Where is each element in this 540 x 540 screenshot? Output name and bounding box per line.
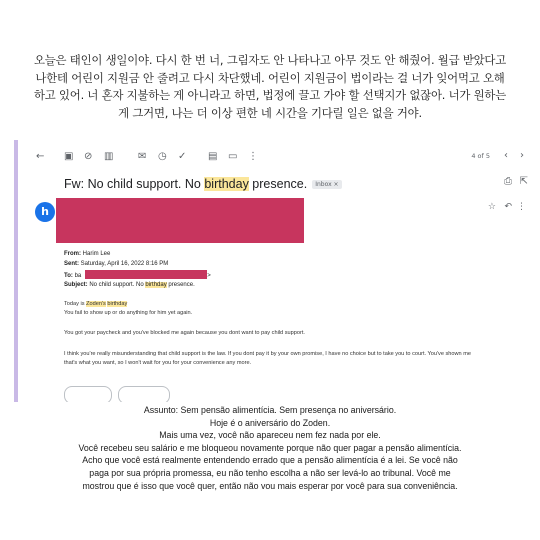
mail-icon[interactable]: ✉ bbox=[138, 151, 147, 162]
pager-count: 4 of 5 bbox=[471, 152, 490, 160]
reply-button[interactable] bbox=[64, 386, 112, 402]
pt-line-5: Acho que você está realmente entendendo errado que a pensão alimentícia é a lei. Se você não bbox=[82, 455, 458, 466]
sent-line: Sent: Saturday, April 16, 2022 8:16 PM bbox=[64, 261, 169, 267]
task-check-icon[interactable]: ✓ bbox=[178, 151, 187, 162]
more-vert-icon[interactable]: ⋮ bbox=[248, 151, 258, 162]
pt-line-4: Você recebeu seu salário e me bloqueou novamente porque não quer pagar a pensão alimentícia. bbox=[78, 442, 462, 453]
inbox-label-chip[interactable]: Inbox × bbox=[312, 180, 341, 189]
arrow-left-icon[interactable]: ← bbox=[36, 151, 45, 162]
archive-icon[interactable]: ▣ bbox=[64, 151, 74, 162]
pt-line-2: Hoje é o aniversário do Zoden. bbox=[209, 417, 331, 428]
body-line-1: Today is Zoden's birthday bbox=[64, 301, 128, 307]
email-subject: Fw: No child support. No birthday presence. bbox=[64, 177, 308, 191]
pt-line-1: Assunto: Sem pensão alimentícia. Sem presença no aniversário. bbox=[143, 405, 397, 415]
more-vert-icon[interactable]: ⋮ bbox=[517, 202, 526, 212]
pt-line-6: paga por sua própria promessa, eu não tenho escolha a não ser levá-lo ao tribunal. Você me bbox=[89, 467, 451, 478]
trash-icon[interactable]: ▥ bbox=[104, 151, 114, 162]
print-icon[interactable]: ⎙ bbox=[504, 176, 512, 187]
open-in-new-icon[interactable]: ⇱ bbox=[519, 176, 528, 187]
forward-button[interactable] bbox=[118, 386, 170, 402]
reply-icon[interactable]: ↶ bbox=[504, 202, 512, 212]
korean-caption: 오늘은 태인이 생일이야. 다시 한 번 너, 그림자도 안 나타나고 아무 것도 안 해줬어. 월급 받았다고 나한테 어린이 지원금 안 줄려고 다시 차단했네. 어린이 지원금이 법이라는 걸 너가 잊어먹고 오해하고 있어. 너 혼자 지불하는 게 아니라고 하면, 법정에 끌고 가야 할 선택지가 없잖아. 너가 원하는 게 그거면, 나는 더 이상 편한 네 시간을 기다릴 일은 없을 거야. bbox=[33, 53, 507, 120]
star-icon[interactable]: ☆ bbox=[487, 202, 496, 212]
clock-icon[interactable]: ◷ bbox=[158, 151, 167, 162]
folder-move-icon[interactable]: ▤ bbox=[208, 151, 218, 162]
pt-line-3: Mais uma vez, você não apareceu nem fez nada por ele. bbox=[159, 430, 381, 441]
email-subject-row bbox=[64, 173, 342, 193]
from-line: From: Harim Lee bbox=[64, 251, 111, 257]
chevron-right-icon[interactable]: › bbox=[520, 150, 524, 161]
body-line-5: that's what you want, so I won't wait for you for your convenience any more. bbox=[64, 360, 252, 366]
subject-line: Subject: No child support. No birthday presence. bbox=[64, 282, 195, 288]
label-icon[interactable]: ▭ bbox=[228, 151, 238, 162]
pt-line-7: mostrou que é isso que você quer, então não vou mais esperar por você para sua conveniência. bbox=[82, 480, 458, 491]
chevron-left-icon[interactable]: ‹ bbox=[504, 150, 508, 161]
avatar: h bbox=[35, 202, 55, 222]
body-line-4: I think you're really misunderstanding that child support is the law. If you dont pay it by your own promise, I have no choice but to take you to court. You've shown me bbox=[64, 351, 471, 357]
to-line: To: ba > bbox=[64, 270, 211, 280]
body-line-3: You got your paycheck and you've blocked me again because you dont want to pay child support. bbox=[64, 330, 305, 336]
redaction-block bbox=[56, 198, 304, 243]
redaction-block bbox=[85, 270, 207, 279]
body-line-2: You fail to show up or do anything for him yet again. bbox=[64, 310, 193, 316]
portuguese-caption bbox=[30, 404, 510, 492]
report-spam-icon[interactable]: ⊘ bbox=[84, 151, 93, 162]
email-screenshot bbox=[14, 140, 534, 402]
email-toolbar bbox=[18, 146, 534, 170]
